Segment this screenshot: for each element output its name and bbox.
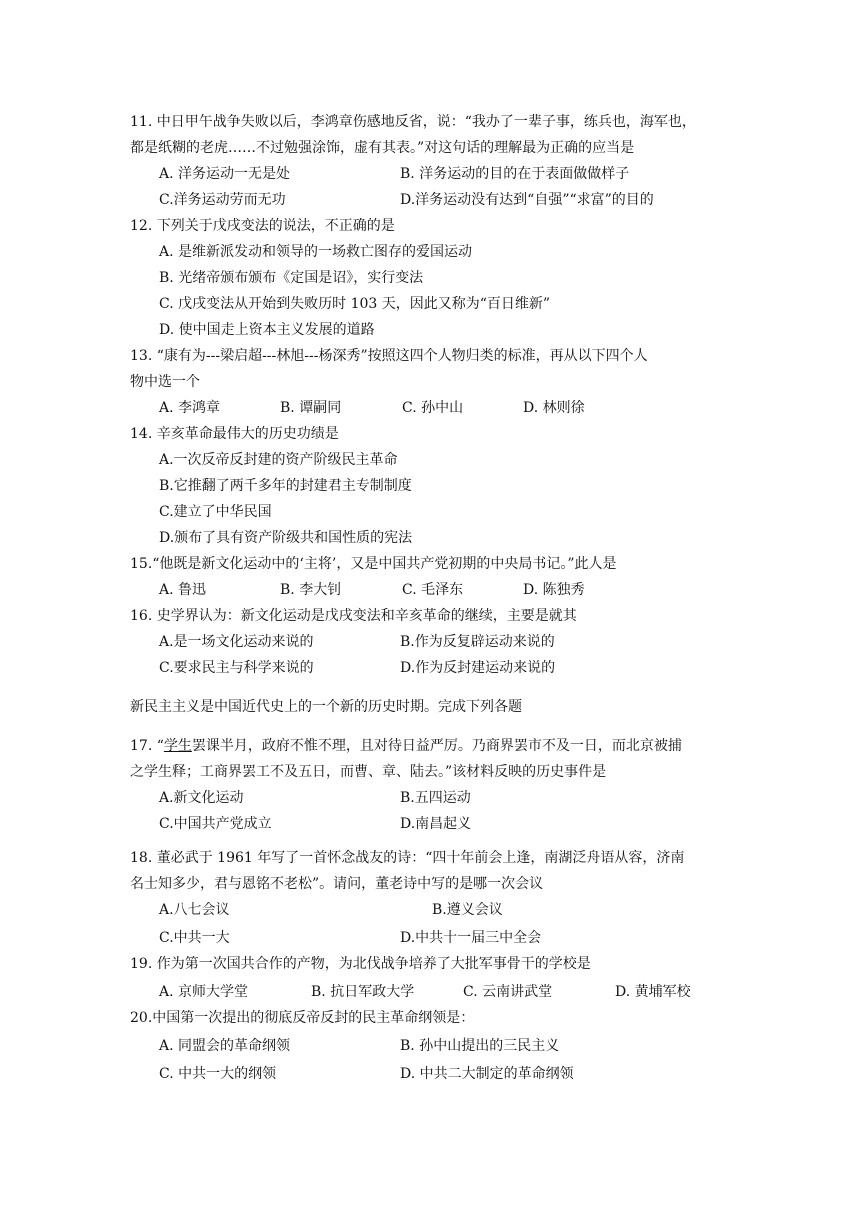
q11-option-d: D.洋务运动没有达到“自强”“求富”的目的: [400, 192, 654, 208]
q18-option-a: A.八七会议: [159, 902, 230, 918]
q11-stem-line2: 都是纸糊的老虎……不过勉强涂饰，虚有其表。”对这句话的理解最为正确的应当是: [130, 140, 635, 156]
q19-option-b: B. 抗日军政大学: [311, 984, 415, 1000]
q15-option-c: C. 毛泽东: [402, 582, 464, 598]
q17-stem-line1-rest: 罢课半月，政府不惟不理，且对待日益严厉。乃商界罢市不及一日，而北京被捕: [191, 738, 682, 754]
q19-option-a: A. 京师大学堂: [159, 984, 249, 1000]
q13-option-c: C. 孙中山: [402, 400, 464, 416]
q18-option-c: C.中共一大: [159, 930, 230, 946]
q16-option-c: C.要求民主与科学来说的: [159, 660, 314, 676]
q14-option-b: B.它推翻了两千多年的封建君主专制制度: [159, 478, 412, 494]
q17-stem-prefix: 17. “: [130, 738, 164, 754]
q12-option-b: B. 光绪帝颁布颁布《定国是诏》，实行变法: [159, 270, 424, 286]
q20-option-b: B. 孙中山提出的三民主义: [400, 1038, 560, 1054]
q18-stem-line1: 18. 董必武于 1961 年写了一首怀念战友的诗：“四十年前会上逢，南湖泛舟语从容，济南: [130, 850, 685, 866]
q14-option-d: D.颁布了具有资产阶级共和国性质的宪法: [159, 530, 413, 546]
q17-underlined-word: 学生: [163, 738, 192, 754]
q11-option-a: A. 洋务运动一无是处: [159, 166, 291, 182]
q11-option-b: B. 洋务运动的目的在于表面做做样子: [400, 166, 630, 182]
q17-option-a: A.新文化运动: [159, 790, 244, 806]
q18-option-b: B.遵义会议: [432, 902, 503, 918]
q19-stem: 19. 作为第一次国共合作的产物，为北伐战争培养了大批军事骨干的学校是: [130, 956, 591, 972]
q20-option-c: C. 中共一大的纲领: [159, 1066, 277, 1082]
q14-stem: 14. 辛亥革命最伟大的历史功绩是: [130, 426, 339, 442]
q13-option-b: B. 谭嗣同: [280, 400, 342, 416]
q11-stem-line1: 11. 中日甲午战争失败以后，李鸿章伤感地反省，说：“我办了一辈子事，练兵也，海军也，: [130, 114, 696, 130]
q19-option-c: C. 云南讲武堂: [463, 984, 553, 1000]
section-intro: 新民主主义是中国近代史上的一个新的历史时期。完成下列各题: [130, 699, 522, 715]
q19-option-d: D. 黄埔军校: [615, 984, 691, 1000]
q12-option-c: C. 戊戌变法从开始到失败历时 103 天，因此又称为“百日维新”: [159, 296, 551, 312]
q13-stem-line1: 13. “康有为---梁启超---林旭---杨深秀”按照这四个人物归类的标准，再从以下四个人: [130, 348, 648, 364]
q14-option-a: A.一次反帝反封建的资产阶级民主革命: [159, 452, 398, 468]
q11-option-c: C.洋务运动劳而无功: [159, 192, 286, 208]
q14-option-c: C.建立了中华民国: [159, 504, 272, 520]
q16-option-a: A.是一场文化运动来说的: [159, 634, 314, 650]
q15-option-b: B. 李大钊: [280, 582, 342, 598]
q20-option-d: D. 中共二大制定的革命纲领: [400, 1066, 574, 1082]
q17-option-d: D.南昌起义: [400, 816, 472, 832]
q18-option-d: D.中共十一届三中全会: [400, 930, 542, 946]
q13-option-d: D. 林则徐: [523, 400, 585, 416]
q17-option-b: B.五四运动: [400, 790, 471, 806]
q17-stem-line2: 之学生释；工商界罢工不及五日，而曹、章、陆去。”该材料反映的历史事件是: [130, 764, 607, 780]
q12-option-d: D. 使中国走上资本主义发展的道路: [159, 322, 375, 338]
q17-option-c: C.中国共产党成立: [159, 816, 272, 832]
q18-stem-line2: 名士知多少，君与恩铭不老松”。请问，董老诗中写的是哪一次会议: [130, 876, 544, 892]
q15-stem: 15.“他既是新文化运动中的‘主将’，又是中国共产党初期的中央局书记。”此人是: [130, 556, 617, 572]
q20-stem: 20.中国第一次提出的彻底反帝反封的民主革命纲领是：: [130, 1010, 475, 1026]
q15-option-a: A. 鲁迅: [159, 582, 207, 598]
q15-option-d: D. 陈独秀: [523, 582, 585, 598]
q16-stem: 16. 史学界认为：新文化运动是戊戌变法和辛亥革命的继续，主要是就其: [130, 608, 577, 624]
q16-option-d: D.作为反封建运动来说的: [400, 660, 556, 676]
q12-option-a: A. 是维新派发动和领导的一场救亡图存的爱国运动: [159, 244, 473, 260]
q13-stem-line2: 物中选一个: [130, 374, 200, 390]
q12-stem: 12. 下列关于戊戌变法的说法，不正确的是: [130, 218, 395, 234]
q16-option-b: B.作为反复辟运动来说的: [400, 634, 555, 650]
q20-option-a: A. 同盟会的革命纲领: [159, 1038, 291, 1054]
q17-stem-line1: [130, 736, 682, 756]
q13-option-a: A. 李鸿章: [159, 400, 221, 416]
